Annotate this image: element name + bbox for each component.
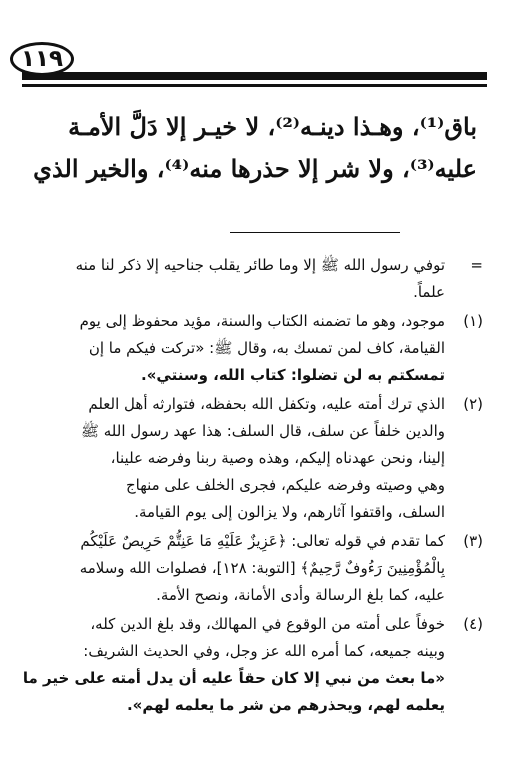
footnote-line: تمسكتم به لن تضلوا: كتاب الله، وسنتي».: [141, 366, 445, 384]
footnote-4: [22, 611, 483, 719]
footnote-1: [30, 308, 483, 389]
footnotes: [22, 252, 483, 721]
footnote-line: السلف، واقتفوا آثارهم، ولا يزالون إلى يوم القيامة.: [134, 503, 445, 521]
page-number: ١١٩: [10, 42, 74, 76]
footnote-marker: =: [470, 256, 483, 274]
footnote-line: إلينا، ونحن عهدناه إليكم، وهذه وصية ربنا وفرضه علينا،: [110, 449, 445, 467]
footnote-line: كما تقدم في قوله تعالى: ﴿عَزِيزٌ عَلَيْهِ مَا عَنِتُّمْ حَرِيصٌ عَلَيْكُم: [80, 532, 445, 550]
footnote-separator: [230, 232, 400, 233]
footnote-marker: (٣): [463, 532, 483, 550]
footnote-3: [30, 528, 483, 609]
footnote-line: وهي وصيته وفرضه عليكم، فجرى الخلف على منهاج: [125, 476, 445, 494]
footnote-line: بِالْمُؤْمِنِينَ رَءُوفٌ رَّحِيمٌ﴾ [التوبة: ١٢٨]، فصلوات الله وسلامه: [79, 559, 445, 577]
footnote-text: [23, 611, 445, 719]
footnote-text: [30, 252, 445, 306]
footnote-line: موجود، وهو ما تضمنه الكتاب والسنة، مؤيد محفوظ إلى يوم: [79, 312, 445, 330]
footnote-line: «ما بعث من نبي إلا كان حقاً عليه أن يدل أمته على خير ما: [22, 669, 445, 687]
footnote-continuation: [30, 252, 483, 306]
footnote-line: الذي ترك أمته عليه، وتكفل الله بحفظه، فتوارثه أهل العلم: [88, 395, 445, 413]
footnote-line: عليه، كما بلغ الرسالة وأدى الأمانة، ونصح الأمة.: [156, 586, 445, 604]
main-text-line: باق⁽¹⁾، وهـذا دينـه⁽²⁾، لا خيـر إلا دَلَّ الأمـة: [68, 112, 477, 141]
footnote-line: وبينه جميعه، كما أمره الله عز وجل، وفي الحديث الشريف:: [83, 642, 445, 660]
footnote-line: علماً.: [413, 283, 445, 301]
footnote-line: يعلمه لهم، ويحذرهم من شر ما يعلمه لهم».: [126, 696, 445, 714]
footnote-marker: (٤): [463, 615, 483, 633]
header-rule-thin: [22, 84, 487, 87]
footnote-text: [30, 391, 445, 526]
footnote-line: والدين خلفاً عن سلف، قال السلف: هذا عهد رسول الله ﷺ: [80, 422, 445, 440]
footnote-line: خوفاً على أمته من الوقوع في المهالك، وقد بلغ الدين كله،: [90, 615, 445, 633]
footnote-marker: (٢): [463, 395, 483, 413]
footnote-line: توفي رسول الله ﷺ إلا وما طائر يقلب جناحيه إلا ذكر لنا منه: [75, 256, 445, 274]
main-text-line: عليه⁽³⁾، ولا شر إلا حذرها منه⁽⁴⁾، والخير الذي: [33, 154, 477, 183]
footnote-line: القيامة، كاف لمن تمسك به، وقال ﷺ: «تركت فيكم ما إن: [88, 339, 445, 357]
footnote-text: [30, 308, 445, 389]
footnote-text: [30, 528, 445, 609]
main-text: [34, 106, 477, 190]
footnote-2: [30, 391, 483, 526]
header-rule: [22, 72, 487, 80]
footnote-marker: (١): [463, 312, 483, 330]
